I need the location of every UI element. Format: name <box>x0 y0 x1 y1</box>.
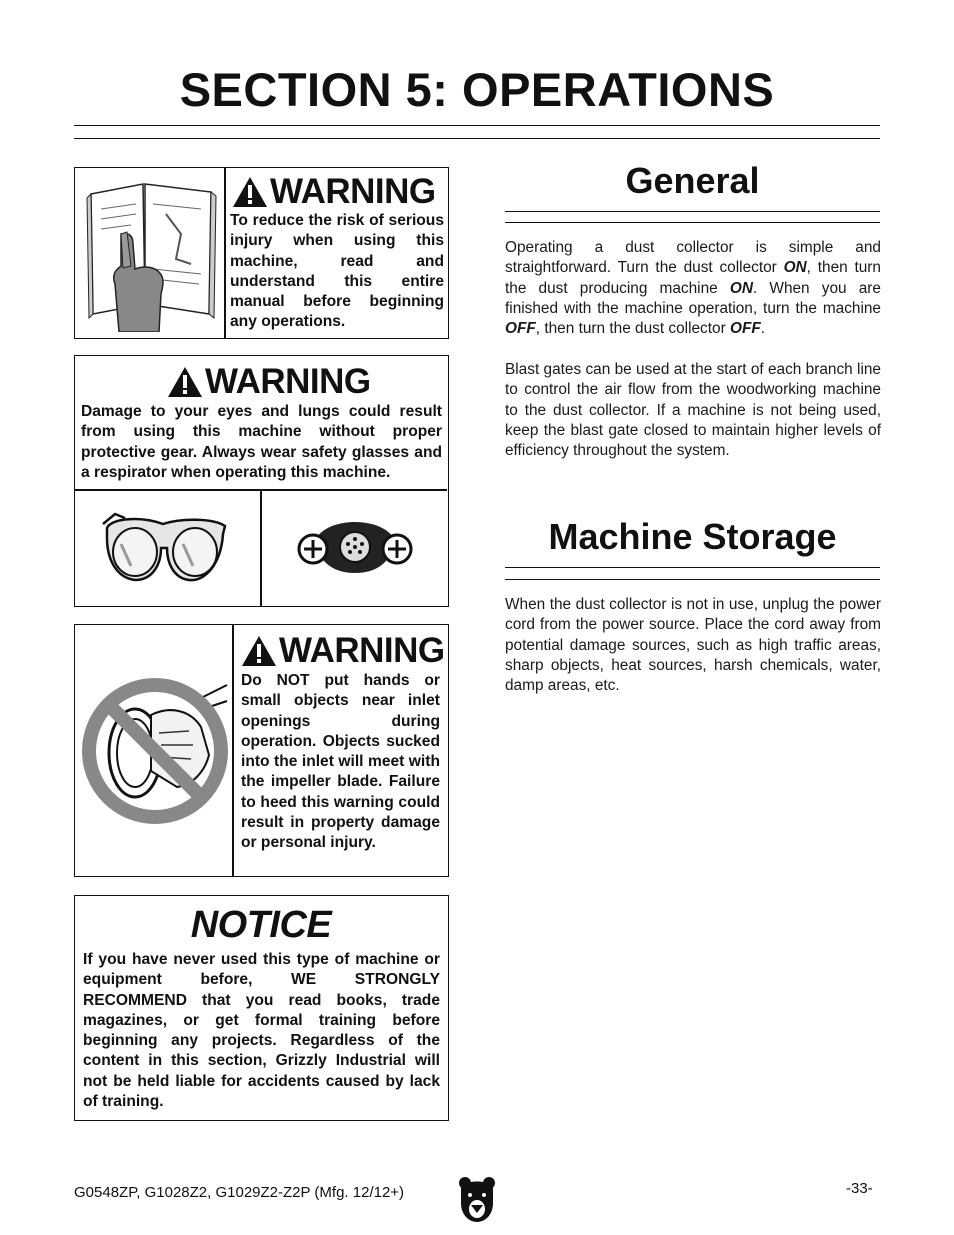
warning-heading: WARNING <box>241 633 445 668</box>
notice-box <box>74 895 449 1121</box>
no-hands-inlet-icon <box>81 675 229 825</box>
general-rule-top <box>505 211 880 212</box>
notice-heading: NOTICE <box>190 904 332 946</box>
warning-box-read-manual <box>74 167 449 339</box>
notice-text: If you have never used this type of machine or equipment before, WE STRONGLY RECOMMEND that you read books, trade magazines, or get formal training before beginning any projects. Regardless of the content in this section, Grizzly Industrial will not be held liable for accidents caused by lack of training. <box>83 951 440 1111</box>
warning-triangle-icon <box>167 366 203 398</box>
general-paragraph-1: Operating a dust collector is simple and straightforward. Turn the dust collector ON, then turn the dust producing machine ON. When you are finished with the machine operation, turn the machine OFF, then turn the dust collector OFF. <box>505 239 881 338</box>
storage-heading: Machine Storage <box>548 516 837 557</box>
warning-text: Do NOT put hands or small objects near inlet openings during operation. Objects sucked into the inlet will meet with the impeller blade. Failure to heed this warning could result in property damage or personal injury. <box>241 672 440 852</box>
general-heading: General <box>625 160 760 201</box>
warning-text: Damage to your eyes and lungs could result from using this machine without proper protective gear. Always wear safety glasses and a respirator when operating this machine. <box>81 403 442 481</box>
warning-box-inlet <box>74 624 449 877</box>
warning-text: To reduce the risk of serious injury when using this machine, read and understand this entire manual before beginning any operations. <box>230 212 444 331</box>
safety-glasses-icon <box>101 504 231 592</box>
general-rule-bottom <box>505 222 880 223</box>
warning-heading: WARNING <box>232 174 436 209</box>
warning-triangle-icon <box>241 635 277 667</box>
warning-box-protective-gear <box>74 355 449 607</box>
title-rule-top <box>74 125 880 126</box>
general-paragraph-2: Blast gates can be used at the start of each branch line to control the air flow from the woodworking machine to the dust collector. If a machine is not being used, keep the blast gate closed to maintain higher levels of efficiency throughout the system. <box>505 361 881 460</box>
warning-heading: WARNING <box>167 364 371 399</box>
grizzly-bear-logo-icon <box>457 1175 497 1223</box>
respirator-icon <box>295 511 415 583</box>
storage-paragraph: When the dust collector is not in use, unplug the power cord from the power source. Place the cord away from potential damage sources, such as high traffic areas, sharp objects, heat sources, harsh chemicals, water, damp areas, etc. <box>505 596 881 695</box>
storage-rule-bottom <box>505 579 880 580</box>
page-number: -33- <box>846 1180 873 1197</box>
storage-rule-top <box>505 567 880 568</box>
manual-reading-icon <box>81 174 221 332</box>
title-rule-bottom <box>74 138 880 139</box>
footer-model-numbers: G0548ZP, G1028Z2, G1029Z2-Z2P (Mfg. 12/12+) <box>74 1184 405 1201</box>
page-title: SECTION 5: OPERATIONS <box>179 63 775 116</box>
warning-triangle-icon <box>232 176 268 208</box>
